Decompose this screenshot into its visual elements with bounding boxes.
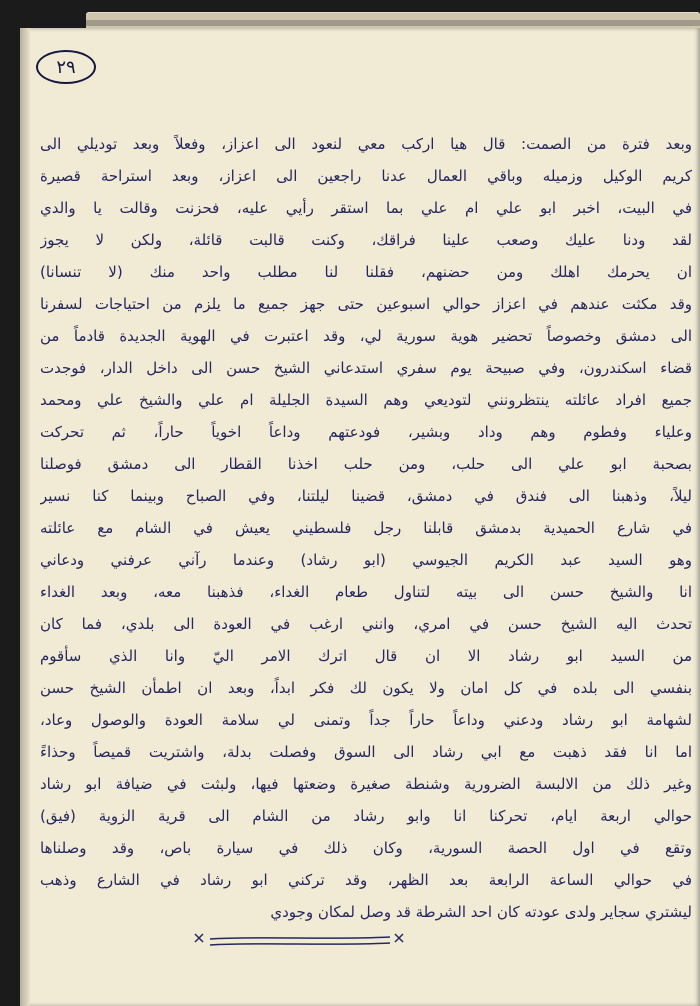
text-line-2: كريم الوكيل وزميله وباقي العمال عدنا راجعين الى اعزاز، وبعد استراحة قصيرة [40,167,692,185]
text-line-8: قضاء اسكندرون، وفي صبيحة يوم سفري استدعاني الشيخ حسن الى داخل الدار، فوجدت [40,359,692,377]
underline-marks [190,924,420,952]
handwritten-text [40,128,692,928]
text-line-7: الى دمشق وخصوصاً تحضير هوية سورية لي، وقد اعتبرت في الهوية الجديدة قادماً من [40,327,692,345]
text-line-23: وتقع في اول الحصة السورية، وكان ذلك في سيارة باص، وقد وصلناها [40,839,692,857]
text-line-24: في حوالي الساعة الرابعة بعد الظهر، وقد تركني ابو رشاد في الشارع وذهب [40,871,692,889]
text-line-4: لقد ودنا عليك وصعب علينا فراقك، وكنت قالبت قائلة، ولكن لا يجوز [40,231,692,249]
text-line-10: وعلياء وفطوم وهم وداد وبشير، فودعتهم وداعاً اخوياً حاراً، ثم تحركت [40,423,692,441]
text-line-14: وهو السيد عبد الكريم الجيوسي (ابو رشاد) وعندما رآني عرفني ودعاني [40,551,692,569]
text-line-16: تحدث اليه الشيخ حسن في امري، وانني ارغب في العودة الى بلدي، فما كان [40,615,692,633]
text-line-1: وبعد فترة من الصمت: قال هيا اركب معي لنعود الى اعزاز، وفعلاً وبعد توديلي الى [40,135,692,153]
text-line-3: في البيت، اخبر ابو علي ام علي بما استقر رأيي عليه، فحزنت وقالت يا والدي [40,199,692,217]
text-line-9: جميع افراد عائلته ينتظرونني لتوديعي وهم السيدة الجليلة ام علي والشيخ علي ومحمد [40,391,692,409]
text-line-19: لشهامة ابو رشاد ودعني وداعاً حاراً جداً وتمنى لي سلامة العودة والوصول وعاد، [40,711,692,729]
text-line-18: بنفسي الى بلده في كل امان ولا يكون لك فكر ابداً، وبعد ان اطمأن الشيخ حسن [40,679,692,697]
text-line-11: بصحبة ابو علي الى حلب، ومن حلب اخذنا القطار الى دمشق فوصلنا [40,455,692,473]
text-line-20: اما انا فقد ذهبت مع ابي رشاد الى السوق وفصلت بدلة، واشتريت قميصاً وحذاءً [40,743,692,761]
text-line-17: من السيد ابو رشاد الا ان قال اترك الامر اليّ وانا الذي سأقوم [40,647,692,665]
text-line-15: انا والشيخ حسن الى بيته لتناول طعام الغداء، فذهبنا معه، وبعد الغداء [40,583,692,601]
page-number-circle [36,50,96,84]
text-line-12: ليلاً، وذهبنا الى فندق في دمشق، قضينا ليلتنا، وفي الصباح وبينما كنا نسير [40,487,692,505]
text-line-21: وغير ذلك من الالبسة الضرورية وشنطة صغيرة وضعتها فيها، ولبثت في ضيافة ابو رشاد [40,775,692,793]
page-binding-shadow [20,28,30,1006]
text-line-22: حوالي اربعة ايام، تحركنا انا وابو رشاد من الشام الى قرية الزوية (فيق) [40,807,692,825]
text-line-6: وقد مكثت عندهم في اعزاز حوالي اسبوعين حتى جهز جميع ما يلزم من احتياجات لسفرنا [40,295,692,313]
page-number: ٢٩ [56,56,76,78]
text-line-5: ان يحرمك اهلك ومن حضنهم، فقلنا لنا مطلب واحد منك (لا تنسانا) [40,263,692,281]
text-line-13: في شارع الحميدية بدمشق قابلنا رجل فلسطيني يعيش في الشام مع عائلته [40,519,692,537]
text-line-25: ليشتري سجاير ولدى عودته كان احد الشرطة قد وصل لمكان وجودي [270,903,692,921]
back-sheet-edge [86,20,700,26]
